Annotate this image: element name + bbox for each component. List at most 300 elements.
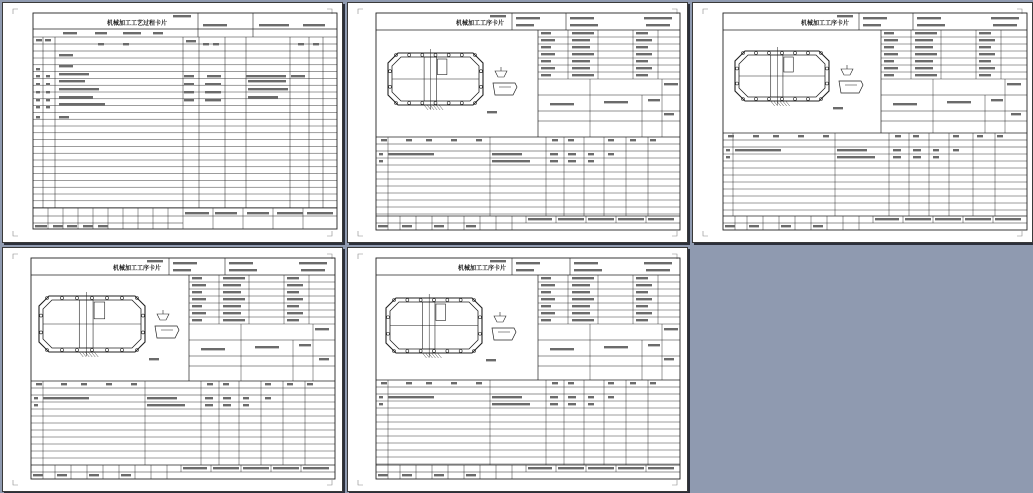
illegible-text-block <box>568 153 576 155</box>
illegible-text-block <box>184 99 194 101</box>
illegible-text-block <box>287 291 299 293</box>
page-corner-mark <box>327 480 332 485</box>
illegible-text-block <box>837 149 867 151</box>
bolt-hole <box>421 54 424 57</box>
illegible-text-block <box>59 80 85 82</box>
illegible-text-block <box>833 107 843 109</box>
illegible-text-block <box>604 101 628 103</box>
illegible-text-block <box>287 305 299 307</box>
illegible-text-block <box>291 75 305 77</box>
illegible-text-block <box>574 262 598 264</box>
bolt-hole <box>76 297 79 300</box>
illegible-text-block <box>301 269 325 271</box>
illegible-text-block <box>229 262 253 264</box>
bolt-hole <box>447 102 450 105</box>
illegible-text-block <box>185 212 209 214</box>
illegible-text-block <box>492 153 522 155</box>
bolt-hole <box>768 52 771 55</box>
page-4-grid <box>3 248 342 491</box>
illegible-text-block <box>636 305 648 307</box>
illegible-text-block <box>935 218 961 220</box>
illegible-text-block <box>979 53 995 55</box>
illegible-text-block <box>875 218 899 220</box>
bolt-hole <box>40 331 43 334</box>
illegible-text-block <box>884 32 894 34</box>
part-drawing <box>735 47 829 106</box>
illegible-text-block <box>965 218 991 220</box>
illegible-text-block <box>466 225 476 227</box>
illegible-text-block <box>307 212 333 214</box>
illegible-text-block <box>173 15 191 17</box>
illegible-text-block <box>630 382 636 384</box>
bolt-hole <box>826 82 829 85</box>
illegible-text-block <box>287 383 293 385</box>
illegible-text-block <box>201 348 225 350</box>
illegible-text-block <box>121 474 131 476</box>
page-3-grid <box>693 3 1032 242</box>
illegible-text-block <box>541 74 551 76</box>
illegible-text-block <box>207 75 221 77</box>
illegible-text-block <box>572 298 594 300</box>
illegible-text-block <box>541 319 551 321</box>
illegible-text-block <box>59 73 89 75</box>
illegible-text-block <box>516 262 540 264</box>
section-view <box>155 326 179 338</box>
illegible-text-block <box>541 32 551 34</box>
bolt-hole <box>479 316 482 319</box>
bolt-hole <box>91 297 94 300</box>
illegible-text-block <box>248 88 288 90</box>
illegible-text-block <box>307 383 313 385</box>
illegible-text-block <box>753 135 759 137</box>
illegible-text-block <box>550 396 558 398</box>
illegible-text-block <box>487 111 497 113</box>
illegible-text-block <box>570 17 594 19</box>
illegible-text-block <box>572 39 590 41</box>
bolt-hole <box>736 67 739 70</box>
illegible-text-block <box>541 60 551 62</box>
illegible-text-block <box>917 17 941 19</box>
illegible-text-block <box>298 43 304 45</box>
illegible-text-block <box>541 312 555 314</box>
illegible-text-block <box>953 149 959 151</box>
illegible-text-block <box>303 24 325 26</box>
illegible-text-block <box>223 277 245 279</box>
bolt-hole <box>419 350 422 353</box>
illegible-text-block <box>192 319 202 321</box>
illegible-text-block <box>953 135 959 137</box>
illegible-text-block <box>406 139 412 141</box>
illegible-text-block <box>205 404 213 406</box>
illegible-text-block <box>636 39 652 41</box>
illegible-text-block <box>979 32 991 34</box>
illegible-text-block <box>893 156 901 158</box>
illegible-text-block <box>648 99 660 101</box>
illegible-text-block <box>516 269 534 271</box>
illegible-text-block <box>223 284 241 286</box>
illegible-text-block <box>46 91 50 93</box>
illegible-text-block <box>315 328 329 330</box>
illegible-text-block <box>977 135 983 137</box>
illegible-text-block <box>572 305 590 307</box>
bolt-hole <box>447 54 450 57</box>
form-border <box>33 13 337 229</box>
illegible-text-block <box>36 39 42 41</box>
illegible-text-block <box>378 474 388 476</box>
illegible-text-block <box>388 396 434 398</box>
page-4-operation-card[interactable] <box>2 247 343 492</box>
illegible-text-block <box>552 382 558 384</box>
bolt-hole <box>434 54 437 57</box>
illegible-text-block <box>636 46 648 48</box>
bolt-hole <box>61 349 64 352</box>
illegible-text-block <box>205 397 213 399</box>
part-drawing <box>386 294 482 358</box>
bolt-hole <box>794 98 797 101</box>
bolt-hole <box>61 297 64 300</box>
illegible-text-block <box>648 467 674 469</box>
illegible-text-block <box>979 60 991 62</box>
illegible-text-block <box>83 225 93 227</box>
illegible-text-block <box>98 225 108 227</box>
page-5-title: 机械加工工序卡片 <box>458 265 507 272</box>
illegible-text-block <box>863 24 881 26</box>
page-2-operation-card[interactable] <box>347 2 688 243</box>
illegible-text-block <box>993 24 1017 26</box>
illegible-text-block <box>604 346 628 348</box>
illegible-text-block <box>991 17 1019 19</box>
illegible-text-block <box>568 382 574 384</box>
illegible-text-block <box>636 319 648 321</box>
bolt-hole <box>389 70 392 73</box>
illegible-text-block <box>572 60 590 62</box>
illegible-text-block <box>644 17 672 19</box>
page-corner-mark <box>358 9 363 14</box>
illegible-text-block <box>574 269 602 271</box>
illegible-text-block <box>153 32 163 34</box>
section-view <box>839 81 863 93</box>
illegible-text-block <box>46 83 50 85</box>
illegible-text-block <box>98 43 104 45</box>
illegible-text-block <box>648 218 674 220</box>
illegible-text-block <box>205 99 221 101</box>
part-drawing <box>388 49 483 110</box>
illegible-text-block <box>541 46 551 48</box>
illegible-text-block <box>287 298 303 300</box>
illegible-text-block <box>131 383 137 385</box>
illegible-text-block <box>36 116 40 118</box>
bolt-hole <box>106 297 109 300</box>
illegible-text-block <box>572 312 590 314</box>
bolt-hole <box>408 102 411 105</box>
bolt-hole <box>755 52 758 55</box>
illegible-text-block <box>36 106 40 108</box>
bolt-hole <box>433 350 436 353</box>
illegible-text-block <box>646 269 670 271</box>
illegible-text-block <box>893 103 917 105</box>
illegible-text-block <box>917 24 945 26</box>
illegible-text-block <box>726 156 730 158</box>
illegible-text-block <box>884 67 898 69</box>
illegible-text-block <box>735 149 781 151</box>
illegible-text-block <box>378 225 388 227</box>
page-corner-mark <box>358 254 363 259</box>
page-corner-mark <box>358 480 363 485</box>
illegible-text-block <box>147 397 177 399</box>
page-3-title: 机械加工工序卡片 <box>801 20 850 27</box>
illegible-text-block <box>36 99 40 101</box>
illegible-text-block <box>215 212 237 214</box>
page-1-grid <box>3 3 342 242</box>
illegible-text-block <box>572 32 594 34</box>
illegible-text-block <box>636 277 648 279</box>
illegible-text-block <box>636 53 652 55</box>
illegible-text-block <box>223 404 231 406</box>
illegible-text-block <box>541 298 555 300</box>
illegible-text-block <box>59 103 105 105</box>
illegible-text-block <box>636 312 652 314</box>
illegible-text-block <box>492 403 530 405</box>
illegible-text-block <box>381 139 387 141</box>
illegible-text-block <box>192 284 206 286</box>
page-3-operation-card[interactable] <box>692 2 1033 243</box>
illegible-text-block <box>287 312 303 314</box>
bolt-hole <box>826 67 829 70</box>
illegible-text-block <box>863 17 887 19</box>
illegible-text-block <box>34 397 38 399</box>
bolt-hole <box>408 54 411 57</box>
illegible-text-block <box>223 397 231 399</box>
bolt-hole <box>460 54 463 57</box>
illegible-text-block <box>884 53 898 55</box>
illegible-text-block <box>618 467 644 469</box>
illegible-text-block <box>205 83 221 85</box>
illegible-text-block <box>36 383 42 385</box>
bolt-hole <box>406 299 409 302</box>
illegible-text-block <box>568 403 576 405</box>
illegible-text-block <box>588 396 594 398</box>
illegible-text-block <box>59 88 99 90</box>
illegible-text-block <box>550 403 558 405</box>
illegible-text-block <box>541 53 555 55</box>
page-corner-mark <box>672 480 677 485</box>
page-1-title: 机械加工工艺过程卡片 <box>107 20 168 27</box>
illegible-text-block <box>243 397 249 399</box>
illegible-text-block <box>63 32 77 34</box>
bolt-hole <box>446 299 449 302</box>
illegible-text-block <box>979 39 995 41</box>
illegible-text-block <box>572 46 590 48</box>
illegible-text-block <box>636 32 648 34</box>
page-5-operation-card[interactable] <box>347 247 688 492</box>
section-view <box>492 328 516 340</box>
part-drawing <box>39 292 145 357</box>
bolt-hole <box>121 297 124 300</box>
bolt-hole <box>459 299 462 302</box>
illegible-text-block <box>997 135 1003 137</box>
illegible-text-block <box>798 135 804 137</box>
illegible-text-block <box>303 467 329 469</box>
illegible-text-block <box>588 153 594 155</box>
illegible-text-block <box>81 383 87 385</box>
illegible-text-block <box>913 135 919 137</box>
illegible-text-block <box>319 358 329 360</box>
illegible-text-block <box>379 396 383 398</box>
illegible-text-block <box>173 269 191 271</box>
illegible-text-block <box>313 43 319 45</box>
illegible-text-block <box>451 382 457 384</box>
illegible-text-block <box>203 43 209 45</box>
bolt-hole <box>433 299 436 302</box>
illegible-text-block <box>947 101 971 103</box>
illegible-text-block <box>905 218 931 220</box>
illegible-text-block <box>259 24 289 26</box>
illegible-text-block <box>287 284 303 286</box>
illegible-text-block <box>933 156 939 158</box>
part-feature <box>436 304 446 321</box>
illegible-text-block <box>45 39 51 41</box>
illegible-text-block <box>636 60 648 62</box>
illegible-text-block <box>664 83 678 85</box>
illegible-text-block <box>884 46 894 48</box>
illegible-text-block <box>223 312 241 314</box>
illegible-text-block <box>618 218 644 220</box>
bolt-hole <box>406 350 409 353</box>
illegible-text-block <box>550 103 574 105</box>
illegible-text-block <box>379 403 383 405</box>
illegible-text-block <box>247 212 269 214</box>
illegible-text-block <box>636 74 648 76</box>
page-1-process-route-card[interactable] <box>2 2 343 243</box>
illegible-text-block <box>123 32 141 34</box>
bolt-hole <box>434 102 437 105</box>
page-4-title: 机械加工工序卡片 <box>113 265 162 272</box>
illegible-text-block <box>568 139 574 141</box>
illegible-text-block <box>223 383 229 385</box>
illegible-text-block <box>43 397 89 399</box>
illegible-text-block <box>46 99 50 101</box>
illegible-text-block <box>33 474 43 476</box>
illegible-text-block <box>36 68 40 70</box>
illegible-text-block <box>246 75 286 77</box>
illegible-text-block <box>265 383 271 385</box>
illegible-text-block <box>648 344 660 346</box>
illegible-text-block <box>213 43 219 45</box>
illegible-text-block <box>915 32 937 34</box>
bolt-hole <box>459 350 462 353</box>
illegible-text-block <box>572 319 594 321</box>
page-2-title: 机械加工工序卡片 <box>456 20 505 27</box>
illegible-text-block <box>608 153 614 155</box>
illegible-text-block <box>476 382 482 384</box>
illegible-text-block <box>664 358 674 360</box>
fixture-symbol <box>495 71 507 77</box>
page-corner-mark <box>1017 231 1022 236</box>
illegible-text-block <box>106 383 112 385</box>
illegible-text-block <box>184 91 194 93</box>
illegible-text-block <box>588 467 614 469</box>
illegible-text-block <box>725 225 735 227</box>
illegible-text-block <box>979 67 995 69</box>
illegible-text-block <box>265 397 271 399</box>
illegible-text-block <box>287 277 299 279</box>
illegible-text-block <box>381 382 387 384</box>
bolt-hole <box>121 349 124 352</box>
illegible-text-block <box>192 298 206 300</box>
illegible-text-block <box>243 404 249 406</box>
bolt-hole <box>768 98 771 101</box>
illegible-text-block <box>893 149 901 151</box>
illegible-text-block <box>95 32 107 34</box>
illegible-text-block <box>205 91 221 93</box>
bolt-hole <box>387 316 390 319</box>
page-corner-mark <box>672 231 677 236</box>
illegible-text-block <box>186 40 196 42</box>
illegible-text-block <box>516 24 534 26</box>
illegible-text-block <box>630 139 636 141</box>
illegible-text-block <box>913 156 921 158</box>
illegible-text-block <box>636 67 652 69</box>
illegible-text-block <box>572 291 590 293</box>
bolt-hole <box>446 350 449 353</box>
illegible-text-block <box>229 269 257 271</box>
illegible-text-block <box>541 284 555 286</box>
illegible-text-block <box>572 53 594 55</box>
illegible-text-block <box>991 99 1003 101</box>
illegible-text-block <box>915 60 933 62</box>
illegible-text-block <box>728 135 734 137</box>
illegible-text-block <box>192 277 202 279</box>
illegible-text-block <box>248 80 286 82</box>
illegible-text-block <box>34 404 38 406</box>
bolt-hole <box>421 102 424 105</box>
illegible-text-block <box>1007 83 1021 85</box>
illegible-text-block <box>552 139 558 141</box>
page-corner-mark <box>703 231 708 236</box>
illegible-text-block <box>528 218 552 220</box>
bolt-hole <box>389 85 392 88</box>
bolt-hole <box>479 332 482 335</box>
illegible-text-block <box>59 116 69 118</box>
illegible-text-block <box>466 474 476 476</box>
illegible-text-block <box>434 225 444 227</box>
illegible-text-block <box>664 113 674 115</box>
illegible-text-block <box>173 262 197 264</box>
illegible-text-block <box>192 291 202 293</box>
illegible-text-block <box>915 53 937 55</box>
form-border <box>723 13 1027 230</box>
illegible-text-block <box>550 153 558 155</box>
illegible-text-block <box>541 277 551 279</box>
illegible-text-block <box>149 358 159 360</box>
illegible-text-block <box>895 135 901 137</box>
illegible-text-block <box>277 212 303 214</box>
illegible-text-block <box>572 74 594 76</box>
bolt-hole <box>781 52 784 55</box>
illegible-text-block <box>588 160 594 162</box>
illegible-text-block <box>223 291 241 293</box>
illegible-text-block <box>89 474 99 476</box>
bolt-hole <box>794 52 797 55</box>
illegible-text-block <box>248 96 278 98</box>
illegible-text-block <box>1011 113 1021 115</box>
illegible-text-block <box>749 225 759 227</box>
illegible-text-block <box>884 60 894 62</box>
illegible-text-block <box>476 139 482 141</box>
illegible-text-block <box>59 54 73 56</box>
illegible-text-block <box>516 17 540 19</box>
illegible-text-block <box>568 396 576 398</box>
